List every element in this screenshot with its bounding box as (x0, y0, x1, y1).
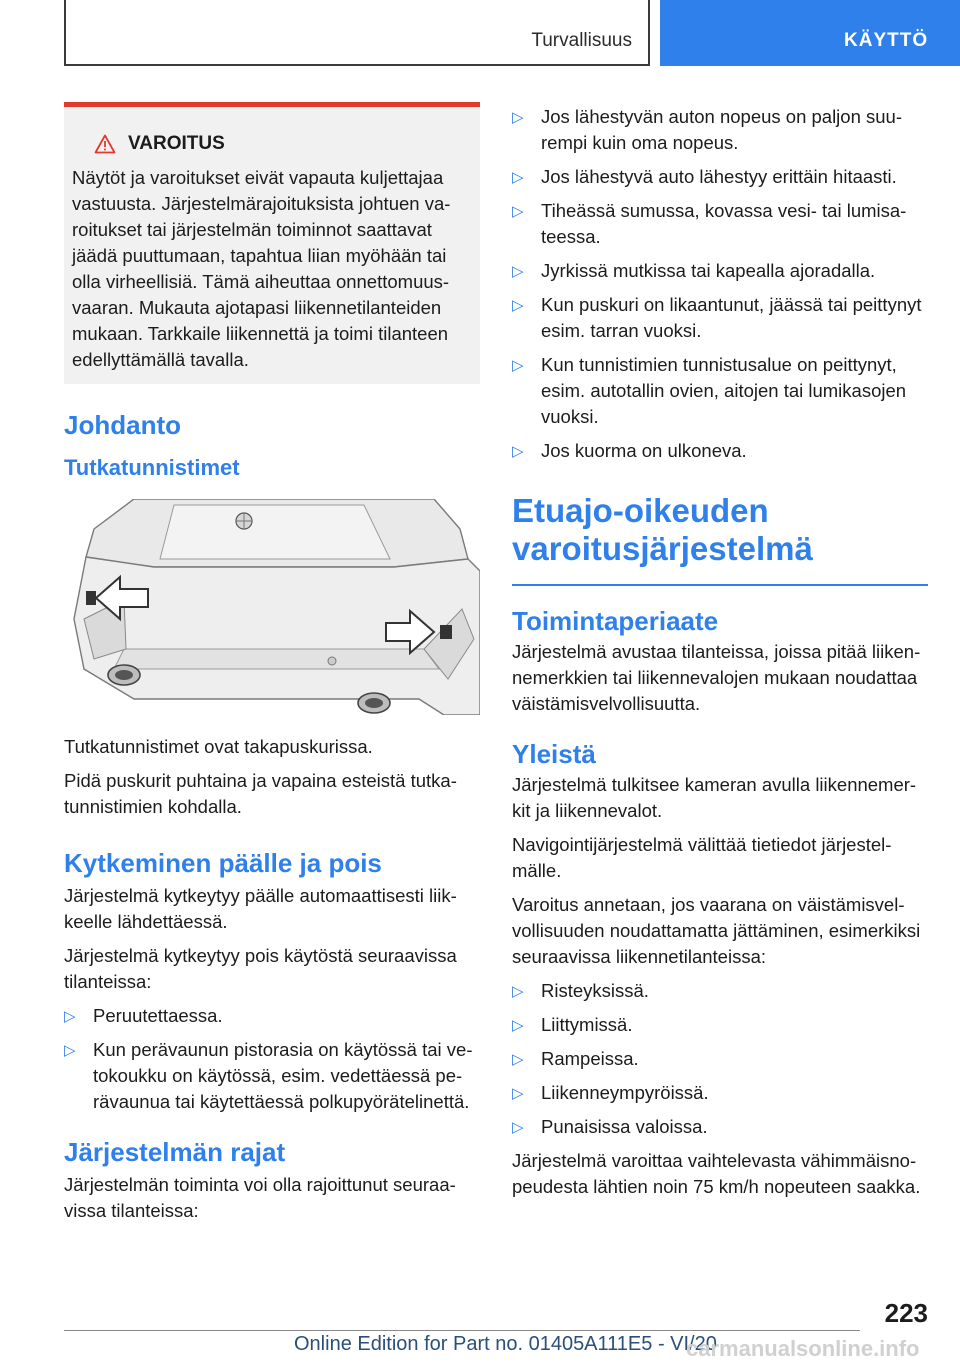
triangle-bullet-icon: ▷ (64, 1008, 76, 1025)
limits-heading: Järjestelmän rajat (64, 1137, 286, 1167)
limits-list (512, 104, 928, 464)
triangle-bullet-icon: ▷ (64, 1042, 76, 1059)
principle-text: Järjestelmä avustaa tilanteissa, joissa pitää liikennemerkkien tai liikennevalojen mukaan noudattaa väistämisvelvollisuutta. (512, 641, 921, 714)
list-item: ▷ Jyrkissä mutkissa tai kapealla ajoradalla. (512, 258, 928, 284)
list-item: ▷ Jos lähestyvä auto lähestyy erittäin hitaasti. (512, 164, 928, 190)
list-item: ▷ Kun perävaunun pistorasia on käytössä tai vetokoukku on käytössä, esim. vedettäessä perävaunua tai käytettäessä polkupyörätelinettä. (64, 1039, 473, 1112)
page-number: 223 (884, 1298, 928, 1328)
header-tab[interactable] (660, 0, 960, 66)
switching-heading: Kytkeminen päälle ja pois (64, 848, 382, 878)
triangle-bullet-icon: ▷ (512, 169, 524, 186)
triangle-bullet-icon: ▷ (512, 297, 524, 314)
radar-sensors-heading: Tutkatunnistimet (64, 455, 240, 480)
triangle-bullet-icon: ▷ (512, 1017, 524, 1034)
triangle-bullet-icon: ▷ (512, 203, 524, 220)
general-text-4: Järjestelmä varoittaa vaihtelevasta vähimmäisnopeudesta lähtien noin 75 km/h nopeuteen saakka. (512, 1150, 921, 1197)
switching-text-2: Järjestelmä kytkeytyy pois käytöstä seuraavissa tilanteissa: (64, 945, 457, 992)
list-item: ▷ Kun puskuri on likaantunut, jäässä tai peittynyt esim. tarran vuoksi. (512, 294, 922, 341)
general-text-2: Navigointijärjestelmä välittää tietiedot järjestelmälle. (512, 834, 892, 881)
footer-rule (64, 1330, 860, 1331)
list-item: ▷ Liikenneympyröissä. (512, 1080, 928, 1106)
title-rule (512, 584, 928, 586)
warning-box (64, 102, 480, 384)
triangle-bullet-icon: ▷ (512, 109, 524, 126)
principle-heading: Toimintaperiaate (512, 606, 719, 636)
warning-title (94, 133, 472, 155)
switching-text-1: Järjestelmä kytkeytyy päälle automaattisesti liikkeelle lähdettäessä. (64, 885, 457, 932)
left-column (64, 102, 480, 1224)
limits-text: Järjestelmän toiminta voi olla rajoittunut seuraavissa tilanteissa: (64, 1174, 456, 1221)
right-column (512, 104, 928, 1200)
radar-caption-2: Pidä puskurit puhtaina ja vapaina esteistä tutkatunnistimien kohdalla. (64, 770, 457, 817)
general-text-3: Varoitus annetaan, jos vaarana on väistämisvelvollisuuden noudattamatta jättäminen, esimerkiksi seuraavissa liikennetilanteissa: (512, 894, 921, 967)
general-text-1: Järjestelmä tulkitsee kameran avulla liikennemerkit ja liikennevalot. (512, 774, 917, 821)
list-item: ▷ Jos kuorma on ulkoneva. (512, 438, 928, 464)
warning-title-text: VAROITUS (128, 133, 225, 154)
footer-edition: Online Edition for Part no. 01405A111E5 - VI/20 (294, 1333, 717, 1355)
list-item: ▷ Punaisissa valoissa. (512, 1114, 928, 1140)
warning-text: Näytöt ja varoitukset eivät vapauta kuljettajaa vastuusta. Järjestelmärajoituksista johtuen varoitukset tai järjestelmän toiminnot saattavat jäädä puuttumaan, tapahtua liian myöhään tai olla virheellisiä. Tämä aiheuttaa onnettomuusvaaran. Mukauta ajotapasi liikennetilanteiden mukaan. Tarkkaile liikennettä ja toimi tilanteen edellyttämällä tavalla. (72, 167, 451, 370)
watermark: carmanualsonline.info (686, 1336, 920, 1361)
list-item: ▷ Rampeissa. (512, 1046, 928, 1072)
triangle-bullet-icon: ▷ (512, 1119, 524, 1136)
rear-bumper-illustration (64, 499, 480, 715)
priority-title: Etuajo-oikeuden varoitusjärjestelmä (512, 492, 813, 567)
list-item: ▷ Jos lähestyvän auton nopeus on paljon suurempi kuin oma nopeus. (512, 106, 903, 153)
list-item: ▷ Tiheässä sumussa, kovassa vesi- tai lumisateessa. (512, 200, 907, 247)
triangle-bullet-icon: ▷ (512, 357, 524, 374)
radar-caption-1: Tutkatunnistimet ovat takapuskurissa. (64, 736, 373, 757)
situations-list (512, 978, 928, 1140)
warning-triangle-icon (94, 134, 116, 154)
general-heading: Yleistä (512, 739, 596, 769)
header-tab-label: KÄYTTÖ (844, 30, 929, 51)
header-frame (64, 0, 650, 66)
list-item: ▷ Liittymissä. (512, 1012, 928, 1038)
header-section-title: Turvallisuus (531, 30, 632, 51)
list-item: ▷ Peruutettaessa. (64, 1003, 480, 1029)
intro-heading: Johdanto (64, 410, 181, 440)
list-item: ▷ Risteyksissä. (512, 978, 928, 1004)
switching-list (64, 1003, 480, 1115)
list-item: ▷ Kun tunnistimien tunnistusalue on peittynyt, esim. autotallin ovien, aitojen tai lumikasojen vuoksi. (512, 354, 907, 427)
triangle-bullet-icon: ▷ (512, 1051, 524, 1068)
triangle-bullet-icon: ▷ (512, 983, 524, 1000)
triangle-bullet-icon: ▷ (512, 1085, 524, 1102)
triangle-bullet-icon: ▷ (512, 263, 524, 280)
triangle-bullet-icon: ▷ (512, 443, 524, 460)
